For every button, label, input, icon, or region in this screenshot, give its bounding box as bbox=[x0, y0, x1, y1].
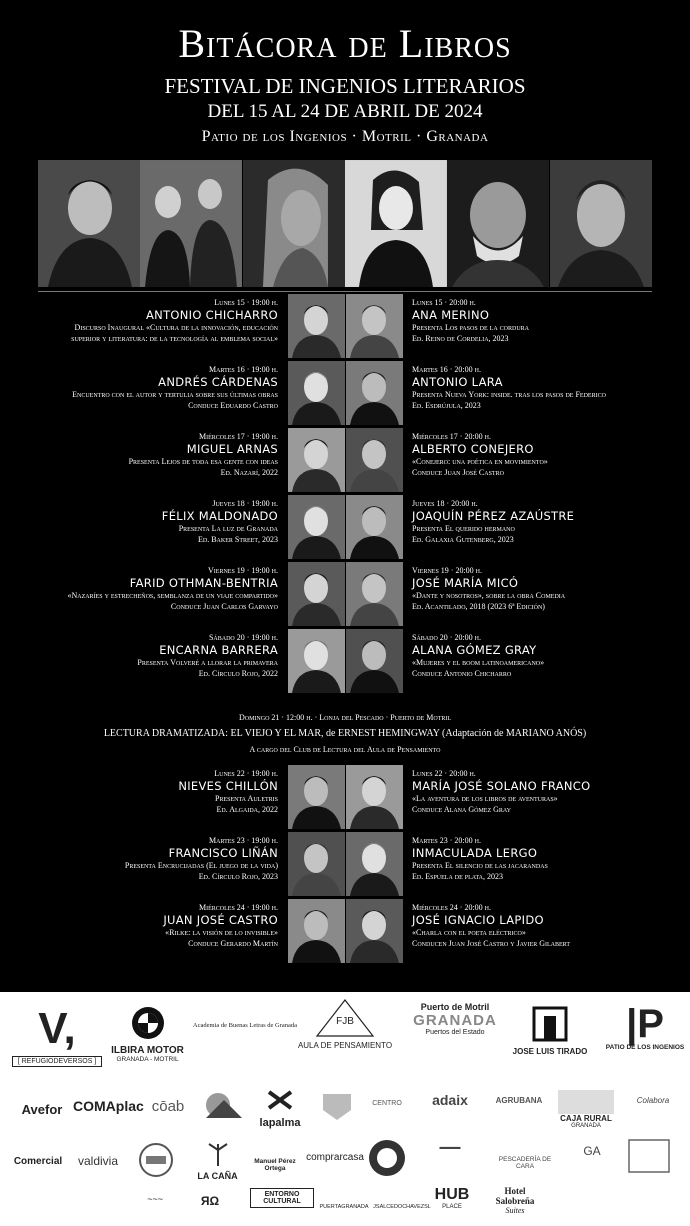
colegio-logo: GA bbox=[583, 1144, 601, 1158]
portrait-photo bbox=[346, 428, 403, 492]
sponsor-logo-a: ▬▬▬ bbox=[439, 1144, 461, 1151]
shield-icon bbox=[317, 1090, 357, 1122]
portrait-photo bbox=[288, 495, 345, 559]
event-detail: «Charla con el poeta eléctrico» bbox=[412, 928, 526, 937]
event-detail: Presenta El querido hermano bbox=[412, 524, 515, 533]
event-left bbox=[8, 768, 278, 815]
author-name: ANA MERINO bbox=[412, 308, 490, 322]
portrait-1 bbox=[38, 160, 140, 287]
author-photo bbox=[288, 765, 345, 829]
author-name: JOSÉ IGNACIO LAPIDO bbox=[412, 913, 544, 927]
event-row bbox=[0, 561, 690, 627]
header bbox=[0, 0, 690, 155]
la-cana-logo: LA CAÑA bbox=[190, 1142, 245, 1181]
event-detail: Conduce Gerardo Martín bbox=[188, 939, 278, 948]
author-photo bbox=[288, 361, 345, 425]
seal-icon bbox=[367, 1138, 407, 1178]
event-row bbox=[0, 831, 690, 897]
event-right bbox=[412, 768, 682, 815]
event-detail: Discurso Inaugural «Cultura de la innovación, educación bbox=[74, 323, 278, 332]
author-name: ENCARNA BARRERA bbox=[159, 643, 278, 657]
portrait-6 bbox=[550, 160, 652, 287]
event-day: Lunes 22 · 19:00 h. bbox=[214, 769, 278, 778]
event-detail: Conduce Alana Gómez Gray bbox=[412, 805, 512, 814]
avefor-logo: Avefor bbox=[21, 1102, 63, 1117]
portrait-photo bbox=[346, 361, 403, 425]
event-right bbox=[412, 431, 682, 478]
event-right bbox=[412, 297, 682, 344]
festival-title: Bitácora de Libros bbox=[178, 21, 512, 66]
event-day: Martes 16 · 19:00 h. bbox=[209, 365, 278, 374]
event-detail: Presenta Encrucijadas (El juego de la vida) bbox=[124, 861, 278, 870]
event-detail: Ed. Acantilado, 2018 (2023 6ª Edición) bbox=[412, 602, 545, 611]
event-detail: «Mujeres y el boom latinoamericano» bbox=[412, 658, 545, 667]
portrait-4 bbox=[345, 160, 447, 287]
truck-icon bbox=[134, 1142, 178, 1178]
author-name: FARID OTHMAN-BENTRIA bbox=[129, 576, 278, 590]
portrait-photo bbox=[346, 899, 403, 963]
portrait-photo bbox=[288, 294, 345, 358]
jsalcedochavez-logo: JSALCEDOCHAVEZSL bbox=[373, 1204, 431, 1210]
event-left bbox=[8, 297, 278, 344]
portrait-photo bbox=[346, 765, 403, 829]
sponsors-panel bbox=[0, 992, 690, 1226]
event-day: Martes 23 · 20:00 h. bbox=[412, 836, 481, 845]
comprarcasa-logo: comprarcasa bbox=[306, 1152, 364, 1163]
portrait-photo bbox=[346, 832, 403, 896]
event-row bbox=[0, 764, 690, 830]
event-detail: Ed. Nazarí, 2022 bbox=[220, 468, 278, 477]
festival-subtitle: FESTIVAL DE INGENIOS LITERARIOS bbox=[164, 74, 526, 98]
portrait-photo bbox=[346, 294, 403, 358]
event-detail: Conduce Antonio Chicharro bbox=[412, 669, 512, 678]
sponsor-small-logo: CENTRO bbox=[372, 1100, 402, 1107]
event-detail: Conducen Juan José Castro y Javier Gilabert bbox=[412, 939, 570, 948]
event-detail: Presenta Volveré a llorar la primavera bbox=[137, 658, 278, 667]
event-detail: Ed. Algaida, 2022 bbox=[216, 805, 278, 814]
hub-place-logo: HUB PLACE bbox=[434, 1186, 470, 1210]
granada-seal-logo bbox=[365, 1138, 409, 1182]
bmw-roundel-icon bbox=[131, 1006, 165, 1040]
event-day: Martes 16 · 20:00 h. bbox=[412, 365, 481, 374]
event-detail: Ed. Reino de Cordelia, 2023 bbox=[412, 334, 509, 343]
event-detail: Presenta El silencio de las jacarandas bbox=[412, 861, 548, 870]
event-day: Lunes 15 · 20:00 h. bbox=[412, 298, 476, 307]
portrait-photo bbox=[288, 899, 345, 963]
comercial-logo: Comercial bbox=[13, 1156, 63, 1167]
event-detail: Encuentro con el autor y tertulia sobre sus últimas obras bbox=[72, 390, 278, 399]
event-detail: Ed. Círculo Rojo, 2022 bbox=[198, 669, 278, 678]
reading-title: LECTURA DRAMATIZADA: EL VIEJO Y EL MAR, de ERNEST HEMINGWAY (Adaptación de MARIANO ANÓS) bbox=[103, 728, 587, 739]
event-day: Sábado 20 · 20:00 h. bbox=[412, 633, 482, 642]
event-detail: Conduce Juan Carlos Garvayo bbox=[170, 602, 278, 611]
jose-luis-tirado-logo: JOSE LUIS TIRADO bbox=[510, 1006, 590, 1056]
author-name: ALBERTO CONEJERO bbox=[412, 442, 534, 456]
reading-when: Domingo 21 · 12:00 h. · Lonja del Pescado · Puerto de Motril bbox=[238, 713, 452, 722]
author-name: JUAN JOSÉ CASTRO bbox=[163, 913, 278, 927]
event-detail: superior y literatura: de la tecnología al emblema social» bbox=[71, 334, 278, 343]
coab-logo: cōab bbox=[151, 1098, 185, 1115]
author-photo bbox=[346, 361, 403, 425]
author-name: MARÍA JOSÉ SOLANO FRANCO bbox=[412, 779, 591, 793]
mancomunidad-logo bbox=[312, 1090, 362, 1126]
event-day: Jueves 18 · 19:00 h. bbox=[212, 499, 278, 508]
author-photo bbox=[288, 562, 345, 626]
author-name: ANTONIO LARA bbox=[412, 375, 503, 389]
adaix-logo: adaix bbox=[432, 1092, 468, 1108]
portrait-photo bbox=[288, 832, 345, 896]
sponsor-logo-c: ЯΩ bbox=[200, 1194, 220, 1208]
event-day: Miércoles 17 · 20:00 h. bbox=[412, 432, 491, 441]
event-right bbox=[412, 835, 682, 882]
event-detail: Ed. Galaxia Gutenberg, 2023 bbox=[412, 535, 514, 544]
author-name: ANTONIO CHICHARRO bbox=[146, 308, 278, 322]
portrait-strip bbox=[38, 160, 652, 287]
event-detail: Presenta La luz de Granada bbox=[178, 524, 278, 533]
author-name: JOSÉ MARÍA MICÓ bbox=[412, 576, 519, 590]
author-name: INMACULADA LERGO bbox=[412, 846, 538, 860]
event-right bbox=[412, 632, 682, 679]
event-row bbox=[0, 494, 690, 560]
event-day: Jueves 18 · 20:00 h. bbox=[412, 499, 478, 508]
author-name: FRANCISCO LIÑÁN bbox=[168, 846, 278, 860]
author-photo bbox=[288, 428, 345, 492]
event-row bbox=[0, 898, 690, 964]
event-detail: Presenta Lejos de toda esa gente con ideas bbox=[128, 457, 278, 466]
pharmacy-logo bbox=[624, 1138, 674, 1178]
author-name: ALANA GÓMEZ GRAY bbox=[412, 643, 537, 657]
event-detail: «Rilke: la visión de lo invisible» bbox=[165, 928, 278, 937]
festival-venue: Patio de los Ingenios · Motril · Granada bbox=[201, 128, 489, 145]
author-name: ANDRÉS CÁRDENAS bbox=[158, 375, 278, 389]
event-detail: Conduce Eduardo Castro bbox=[188, 401, 278, 410]
comaplac-logo: COMAplac bbox=[73, 1098, 144, 1114]
door-icon bbox=[530, 1006, 570, 1042]
event-detail: Ed. Círculo Rojo, 2023 bbox=[198, 872, 278, 881]
stamp-icon bbox=[627, 1138, 671, 1174]
author-photo bbox=[346, 495, 403, 559]
event-day: Miércoles 24 · 20:00 h. bbox=[412, 903, 491, 912]
author-photo bbox=[346, 294, 403, 358]
event-detail: «Conejero: una poética en movimiento» bbox=[412, 457, 548, 466]
author-photo bbox=[346, 562, 403, 626]
author-photo bbox=[288, 832, 345, 896]
event-right bbox=[412, 902, 682, 949]
author-photo bbox=[288, 899, 345, 963]
manuel-perez-ortega-logo: Manuel Pérez Ortega bbox=[254, 1158, 296, 1172]
author-photo bbox=[288, 495, 345, 559]
reading-credit: A cargo del Club de Lectura del Aula de Pensamiento bbox=[249, 745, 441, 754]
event-left bbox=[8, 364, 278, 411]
event-right bbox=[412, 498, 682, 545]
portrait-photo bbox=[288, 562, 345, 626]
portrait-photo bbox=[288, 629, 345, 693]
entorno-cultural-logo: ENTORNO CULTURAL bbox=[250, 1188, 314, 1208]
patio-de-los-ingenios-logo: |P PATIO DE LOS INGENIOS bbox=[605, 1002, 685, 1051]
transportes-logo bbox=[130, 1142, 182, 1182]
author-photo bbox=[288, 629, 345, 693]
portrait-photo bbox=[346, 562, 403, 626]
event-detail: Conduce Juan José Castro bbox=[412, 468, 504, 477]
cane-icon bbox=[203, 1142, 233, 1166]
portrait-5 bbox=[447, 160, 549, 287]
author-photo bbox=[346, 629, 403, 693]
camping-icon bbox=[204, 1090, 244, 1120]
event-detail: Ed. Baker Street, 2023 bbox=[198, 535, 278, 544]
author-name: MIGUEL ARNAS bbox=[186, 442, 278, 456]
puertagranada-logo: PUERTAGRANADA bbox=[319, 1204, 369, 1210]
event-left bbox=[8, 431, 278, 478]
author-photo bbox=[346, 428, 403, 492]
event-detail: Ed. Esdrújula, 2023 bbox=[412, 401, 481, 410]
portrait-photo bbox=[288, 765, 345, 829]
portrait-photo bbox=[288, 361, 345, 425]
event-day: Viernes 19 · 19:00 h. bbox=[208, 566, 278, 575]
event-right bbox=[412, 364, 682, 411]
event-detail: «La aventura de los libros de aventuras» bbox=[412, 794, 558, 803]
event-left bbox=[8, 498, 278, 545]
author-name: JOAQUÍN PÉREZ AZAÚSTRE bbox=[412, 509, 575, 523]
dramatized-reading bbox=[0, 712, 690, 756]
camping-logo bbox=[200, 1090, 248, 1126]
portrait-photo bbox=[288, 428, 345, 492]
agrubana-logo: AGRUBANA bbox=[495, 1096, 543, 1105]
event-left bbox=[8, 835, 278, 882]
event-day: Miércoles 17 · 19:00 h. bbox=[199, 432, 278, 441]
portrait-3 bbox=[243, 160, 345, 287]
author-photo bbox=[346, 899, 403, 963]
event-detail: «Nazaríes y estrecheños, semblanza de un viaje compartido» bbox=[67, 591, 278, 600]
author-name: FÉLIX MALDONADO bbox=[161, 509, 278, 523]
event-day: Viernes 19 · 20:00 h. bbox=[412, 566, 482, 575]
event-left bbox=[8, 632, 278, 679]
refugio-de-versos-logo: V, [ REFUGIODEVERSOS ] bbox=[12, 1006, 102, 1067]
author-name: NIEVES CHILLÓN bbox=[178, 779, 278, 793]
portrait-photo bbox=[346, 629, 403, 693]
header-divider bbox=[38, 291, 652, 292]
aula-de-pensamiento-logo: FJB AULA DE PENSAMIENTO bbox=[290, 998, 400, 1050]
event-row bbox=[0, 293, 690, 359]
event-day: Martes 23 · 19:00 h. bbox=[209, 836, 278, 845]
lapalma-logo: lapalma bbox=[255, 1088, 305, 1129]
ilbira-motor-logo: ILBIRA MOTOR GRANADA - MOTRIL bbox=[105, 1006, 190, 1063]
event-row bbox=[0, 628, 690, 694]
event-day: Miércoles 24 · 19:00 h. bbox=[199, 903, 278, 912]
puerto-motril-logo: Puerto de Motril GRANADA Puertos del Estado bbox=[413, 1002, 497, 1036]
event-right bbox=[412, 565, 682, 612]
event-detail: Presenta Auletris bbox=[215, 794, 278, 803]
event-day: Lunes 15 · 19:00 h. bbox=[214, 298, 278, 307]
event-day: Lunes 22 · 20:00 h. bbox=[412, 769, 476, 778]
palm-icon bbox=[265, 1088, 295, 1112]
portrait-photo bbox=[346, 495, 403, 559]
caja-rural-logo: CAJA RURAL GRANADA bbox=[556, 1090, 616, 1129]
event-day: Sábado 20 · 19:00 h. bbox=[208, 633, 278, 642]
valdivia-logo: valdivia bbox=[77, 1154, 119, 1168]
event-row bbox=[0, 427, 690, 493]
event-detail: Ed. Espuela de plata, 2023 bbox=[412, 872, 503, 881]
festival-dates: DEL 15 AL 24 DE ABRIL DE 2024 bbox=[207, 101, 483, 122]
portrait-2 bbox=[140, 160, 242, 287]
event-row bbox=[0, 360, 690, 426]
academia-buenas-letras-logo: Academia de Buenas Letras de Granada bbox=[192, 1022, 298, 1029]
event-left bbox=[8, 565, 278, 612]
pescaderia-logo: PESCADERÍA DE CARA bbox=[498, 1156, 552, 1170]
event-detail: «Dante y nosotros», sobre la obra Comedia bbox=[412, 591, 566, 600]
event-detail: Presenta Nueva York: inside. tras los pasos de Federico bbox=[412, 390, 606, 399]
event-detail: Presenta Los pasos de la cordura bbox=[412, 323, 529, 332]
colabora-logo: Colabora bbox=[636, 1096, 670, 1105]
author-photo bbox=[288, 294, 345, 358]
event-left bbox=[8, 902, 278, 949]
sponsor-logo-b: ~~~ bbox=[147, 1194, 163, 1204]
author-photo bbox=[346, 832, 403, 896]
hotel-salobrena-logo: Hotel Salobreña Suites bbox=[495, 1186, 535, 1215]
author-photo bbox=[346, 765, 403, 829]
